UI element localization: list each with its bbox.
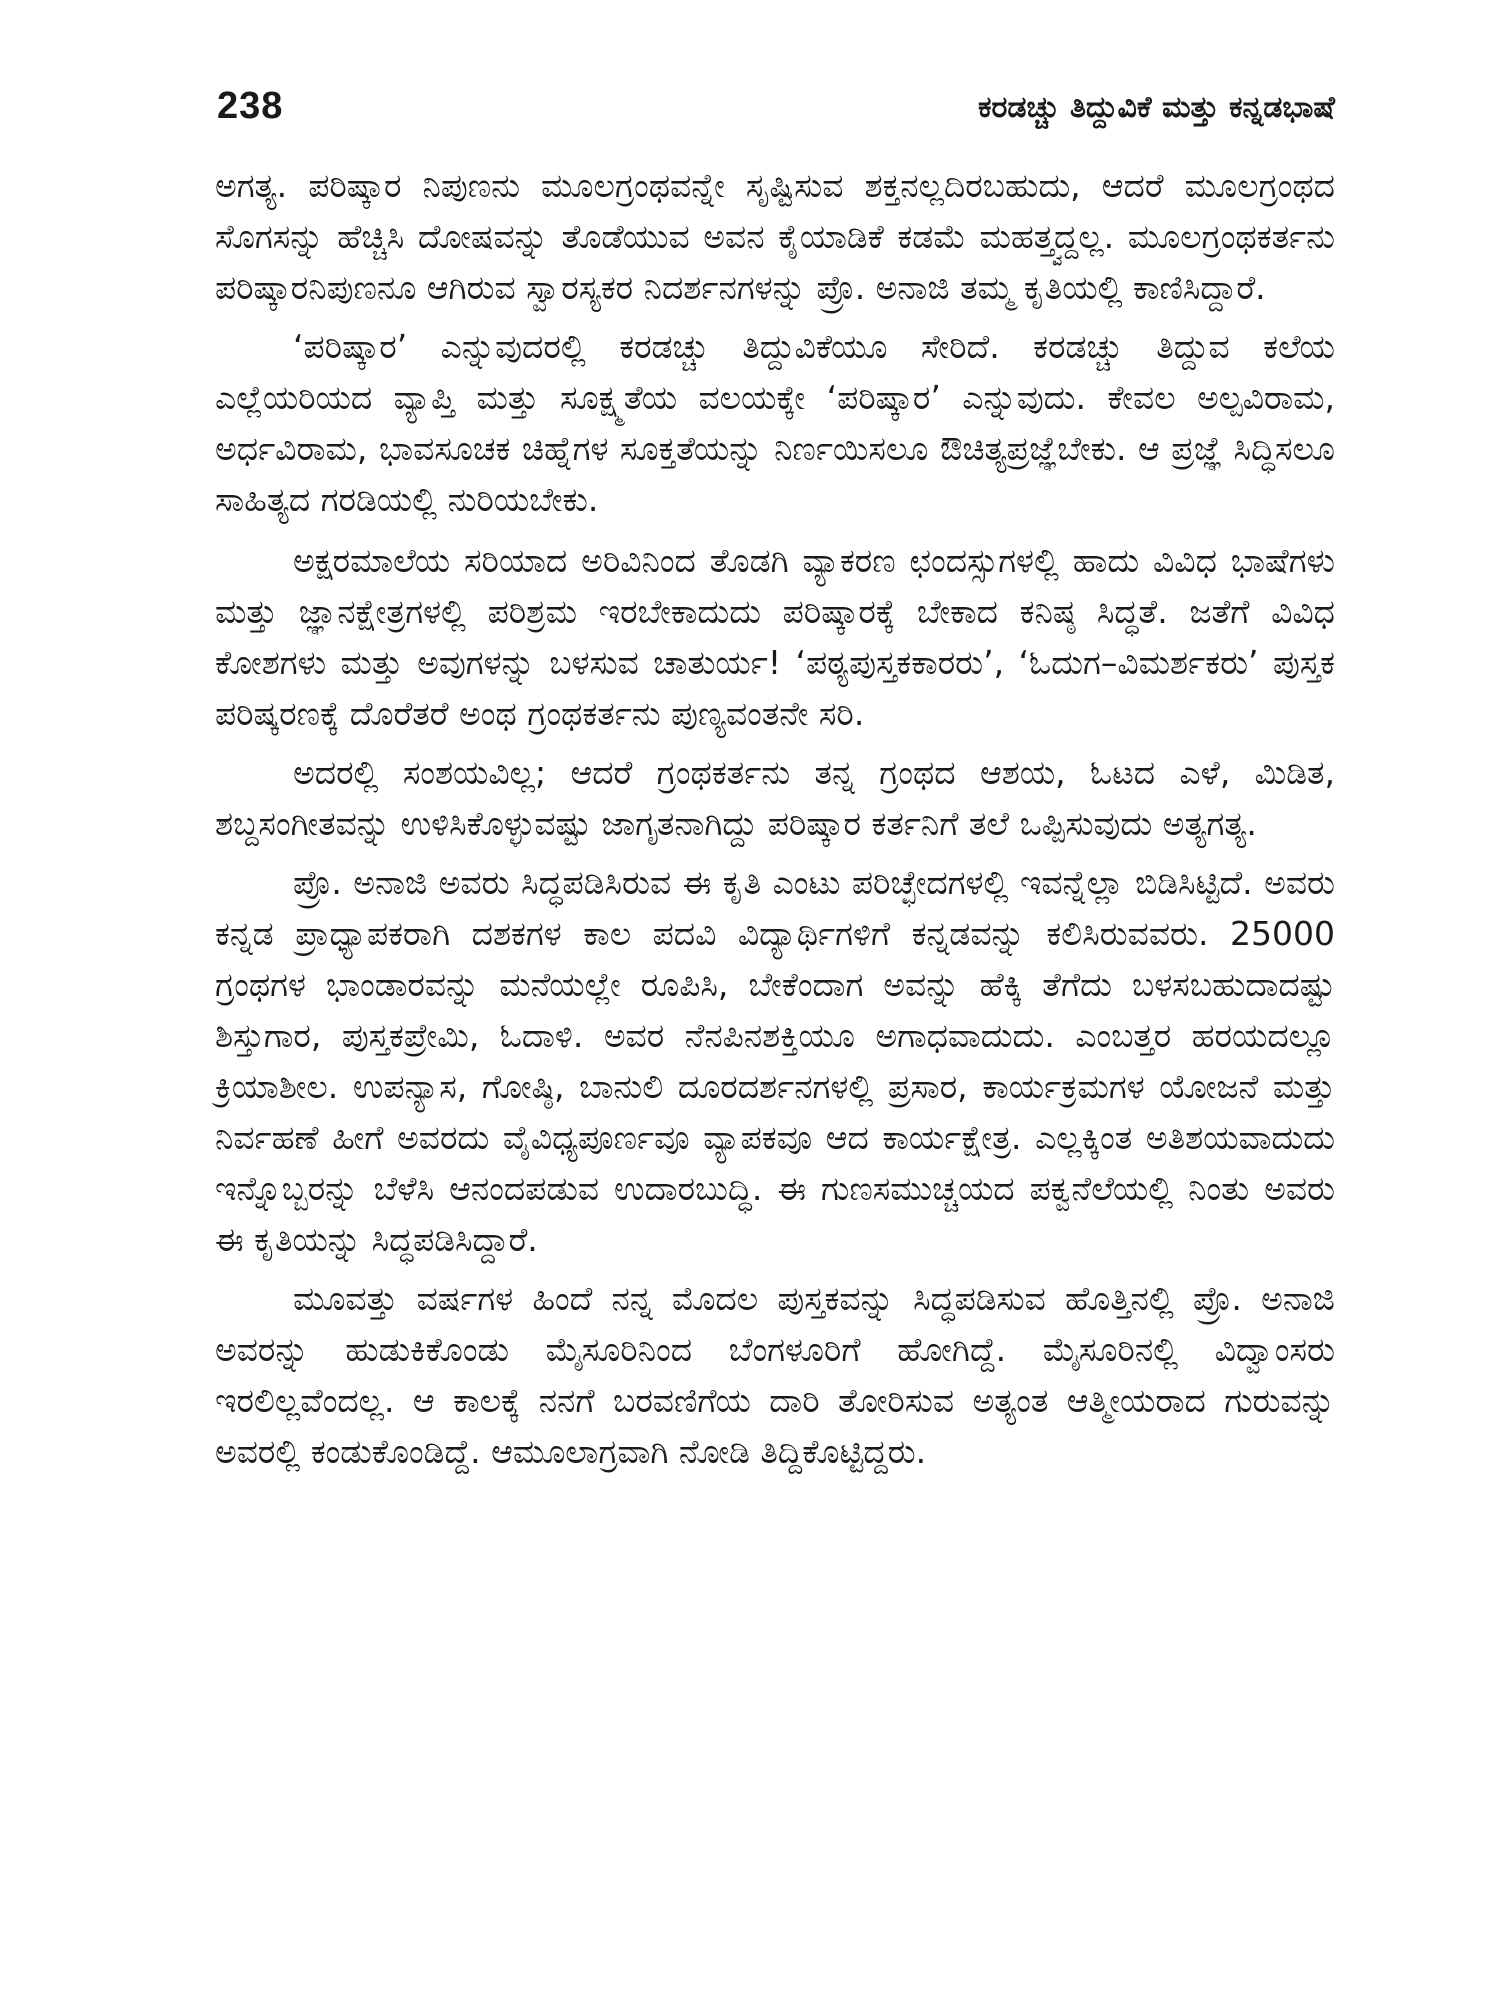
body-text	[215, 160, 1335, 1485]
paragraph-continued: ಅಗತ್ಯ. ಪರಿಷ್ಕಾರ ನಿಪುಣನು ಮೂಲಗ್ರಂಥವನ್ನೇ ಸೃಷ್ಟಿಸುವ ಶಕ್ತನಲ್ಲದಿರಬಹುದು, ಆದರೆ ಮೂಲಗ್ರಂಥದ ಸೊಗಸನ್ನು ಹೆಚ್ಚಿಸಿ ದೋಷವನ್ನು ತೊಡೆಯುವ ಅವನ ಕೈಯಾಡಿಕೆ ಕಡಮೆ ಮಹತ್ತ್ವದ್ದಲ್ಲ. ಮೂಲಗ್ರಂಥಕರ್ತನು ಪರಿಷ್ಕಾರನಿಪುಣನೂ ಆಗಿರುವ ಸ್ವಾರಸ್ಯಕರ ನಿದರ್ಶನಗಳನ್ನು ಪ್ರೊ. ಅನಾಜಿ ತಮ್ಮ ಕೃತಿಯಲ್ಲಿ ಕಾಣಿಸಿದ್ದಾರೆ.	[215, 166, 1335, 307]
book-page	[215, 70, 1335, 1970]
paragraph: ಅದರಲ್ಲಿ ಸಂಶಯವಿಲ್ಲ; ಆದರೆ ಗ್ರಂಥಕರ್ತನು ತನ್ನ ಗ್ರಂಥದ ಆಶಯ, ಓಟದ ಎಳೆ, ಮಿಡಿತ, ಶಬ್ದಸಂಗೀತವನ್ನು ಉಳಿಸಿಕೊಳ್ಳುವಷ್ಟು ಜಾಗೃತನಾಗಿದ್ದು ಪರಿಷ್ಕಾರ ಕರ್ತನಿಗೆ ತಲೆ ಒಪ್ಪಿಸುವುದು ಅತ್ಯಗತ್ಯ.	[215, 753, 1335, 843]
paragraph: ‘ಪರಿಷ್ಕಾರ’ ಎನ್ನುವುದರಲ್ಲಿ ಕರಡಚ್ಚು ತಿದ್ದುವಿಕೆಯೂ ಸೇರಿದೆ. ಕರಡಚ್ಚು ತಿದ್ದುವ ಕಲೆಯ ಎಲ್ಲೆಯರಿಯದ ವ್ಯಾಪ್ತಿ ಮತ್ತು ಸೂಕ್ಷ್ಮತೆಯ ವಲಯಕ್ಕೇ ‘ಪರಿಷ್ಕಾರ’ ಎನ್ನುವುದು. ಕೇವಲ ಅಲ್ಪವಿರಾಮ, ಅರ್ಧವಿರಾಮ, ಭಾವಸೂಚಕ ಚಿಹ್ನೆಗಳ ಸೂಕ್ತತೆಯನ್ನು ನಿರ್ಣಯಿಸಲೂ ಔಚಿತ್ಯಪ್ರಜ್ಞೆಬೇಕು. ಆ ಪ್ರಜ್ಞೆ ಸಿದ್ಧಿಸಲೂ ಸಾಹಿತ್ಯದ ಗರಡಿಯಲ್ಲಿ ನುರಿಯಬೇಕು.	[215, 327, 1335, 519]
page-number: 238	[217, 85, 284, 127]
paragraph: ಅಕ್ಷರಮಾಲೆಯ ಸರಿಯಾದ ಅರಿವಿನಿಂದ ತೊಡಗಿ ವ್ಯಾಕರಣ ಛಂದಸ್ಸುಗಳಲ್ಲಿ ಹಾದು ವಿವಿಧ ಭಾಷೆಗಳು ಮತ್ತು ಜ್ಞಾನಕ್ಷೇತ್ರಗಳಲ್ಲಿ ಪರಿಶ್ರಮ ಇರಬೇಕಾದುದು ಪರಿಷ್ಕಾರಕ್ಕೆ ಬೇಕಾದ ಕನಿಷ್ಠ ಸಿದ್ಧತೆ. ಜತೆಗೆ ವಿವಿಧ ಕೋಶಗಳು ಮತ್ತು ಅವುಗಳನ್ನು ಬಳಸುವ ಚಾತುರ್ಯ! ‘ಪಠ್ಯಪುಸ್ತಕಕಾರರು’, ‘ಓದುಗ–ವಿಮರ್ಶಕರು’ ಪುಸ್ತಕ ಪರಿಷ್ಕರಣಕ್ಕೆ ದೊರೆತರೆ ಅಂಥ ಗ್ರಂಥಕರ್ತನು ಪುಣ್ಯವಂತನೇ ಸರಿ.	[215, 541, 1335, 733]
paragraph: ಪ್ರೊ. ಅನಾಜಿ ಅವರು ಸಿದ್ಧಪಡಿಸಿರುವ ಈ ಕೃತಿ ಎಂಟು ಪರಿಚ್ಛೇದಗಳಲ್ಲಿ ಇವನ್ನೆಲ್ಲಾ ಬಿಡಿಸಿಟ್ಟಿದೆ. ಅವರು ಕನ್ನಡ ಪ್ರಾಧ್ಯಾಪಕರಾಗಿ ದಶಕಗಳ ಕಾಲ ಪದವಿ ವಿದ್ಯಾರ್ಥಿಗಳಿಗೆ ಕನ್ನಡವನ್ನು ಕಲಿಸಿರುವವರು. 25000 ಗ್ರಂಥಗಳ ಭಾಂಡಾರವನ್ನು ಮನೆಯಲ್ಲೇ ರೂಪಿಸಿ, ಬೇಕೆಂದಾಗ ಅವನ್ನು ಹೆಕ್ಕಿ ತೆಗೆದು ಬಳಸಬಹುದಾದಷ್ಟು ಶಿಸ್ತುಗಾರ, ಪುಸ್ತಕಪ್ರೇಮಿ, ಓದಾಳಿ. ಅವರ ನೆನಪಿನಶಕ್ತಿಯೂ ಅಗಾಧವಾದುದು. ಎಂಬತ್ತರ ಹರಯದಲ್ಲೂ ಕ್ರಿಯಾಶೀಲ. ಉಪನ್ಯಾಸ, ಗೋಷ್ಠಿ, ಬಾನುಲಿ ದೂರದರ್ಶನಗಳಲ್ಲಿ ಪ್ರಸಾರ, ಕಾರ್ಯಕ್ರಮಗಳ ಯೋಜನೆ ಮತ್ತು ನಿರ್ವಹಣೆ ಹೀಗೆ ಅವರದು ವೈವಿಧ್ಯಪೂರ್ಣವೂ ವ್ಯಾಪಕವೂ ಆದ ಕಾರ್ಯಕ್ಷೇತ್ರ. ಎಲ್ಲಕ್ಕಿಂತ ಅತಿಶಯವಾದುದು ಇನ್ನೊಬ್ಬರನ್ನು ಬೆಳೆಸಿ ಆನಂದಪಡುವ ಉದಾರಬುದ್ಧಿ. ಈ ಗುಣಸಮುಚ್ಚಯದ ಪಕ್ವನೆಲೆಯಲ್ಲಿ ನಿಂತು ಅವರು ಈ ಕೃತಿಯನ್ನು ಸಿದ್ಧಪಡಿಸಿದ್ದಾರೆ.	[215, 863, 1335, 1259]
running-head: ಕರಡಚ್ಚು ತಿದ್ದುವಿಕೆ ಮತ್ತು ಕನ್ನಡಭಾಷೆ	[978, 90, 1335, 125]
page-header	[215, 82, 1335, 142]
paragraph: ಮೂವತ್ತು ವರ್ಷಗಳ ಹಿಂದೆ ನನ್ನ ಮೊದಲ ಪುಸ್ತಕವನ್ನು ಸಿದ್ಧಪಡಿಸುವ ಹೊತ್ತಿನಲ್ಲಿ ಪ್ರೊ. ಅನಾಜಿ ಅವರನ್ನು ಹುಡುಕಿಕೊಂಡು ಮೈಸೂರಿನಿಂದ ಬೆಂಗಳೂರಿಗೆ ಹೋಗಿದ್ದೆ. ಮೈಸೂರಿನಲ್ಲಿ ವಿದ್ವಾಂಸರು ಇರಲಿಲ್ಲವೆಂದಲ್ಲ. ಆ ಕಾಲಕ್ಕೆ ನನಗೆ ಬರವಣಿಗೆಯ ದಾರಿ ತೋರಿಸುವ ಅತ್ಯಂತ ಆತ್ಮೀಯರಾದ ಗುರುವನ್ನು ಅವರಲ್ಲಿ ಕಂಡುಕೊಂಡಿದ್ದೆ. ಆಮೂಲಾಗ್ರವಾಗಿ ನೋಡಿ ತಿದ್ದಿಕೊಟ್ಟಿದ್ದರು.	[215, 1279, 1335, 1471]
